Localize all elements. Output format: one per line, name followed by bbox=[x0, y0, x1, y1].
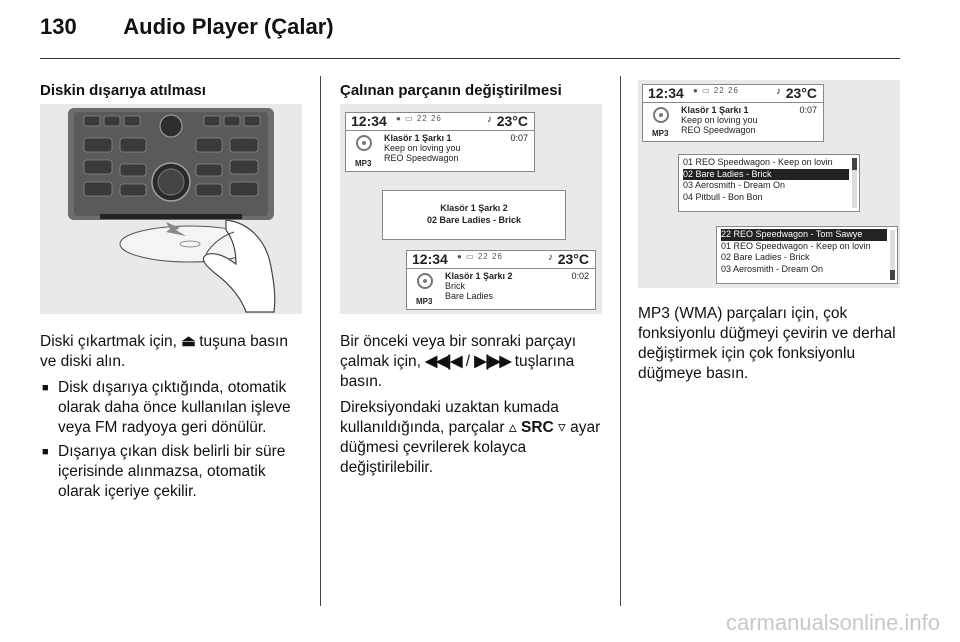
track-folder: Klasör 1 Şarkı 1 bbox=[681, 105, 749, 115]
track-text-b: tuşlarına basın. bbox=[340, 353, 575, 390]
clock: 12:34 bbox=[648, 85, 684, 101]
status-icons: ● ▭ 22 26 bbox=[693, 86, 739, 95]
track-artist: REO Speedwagon bbox=[681, 125, 756, 135]
track-text-a: Bir önceki veya bir sonraki parçayı çalmak için, bbox=[340, 333, 577, 370]
mp3-list-figure bbox=[638, 80, 900, 288]
track-text-c: Direksiyondaki uzaktan kumada kullanıldığında, parçalar bbox=[340, 399, 559, 436]
track-list-2 bbox=[716, 226, 898, 284]
section-heading-eject: Diskin dışarıya atılması bbox=[40, 82, 206, 99]
radio-panel-drawing bbox=[40, 104, 302, 314]
section-heading-track-change: Çalınan parçanın değiştirilmesi bbox=[340, 82, 562, 99]
temperature: 23°C bbox=[785, 85, 817, 101]
track-artist: REO Speedwagon bbox=[384, 153, 459, 163]
clock: 12:34 bbox=[412, 251, 448, 267]
track-title: Brick bbox=[445, 281, 465, 291]
music-note-icon: ♪ bbox=[776, 86, 781, 97]
track-title: Keep on loving you bbox=[384, 143, 461, 153]
track-folder: Klasör 1 Şarkı 1 bbox=[384, 133, 452, 143]
src-label: SRC bbox=[520, 419, 554, 436]
format-label: MP3 bbox=[652, 129, 669, 138]
page-header bbox=[40, 14, 334, 40]
list-item: 04 Pitbull - Bon Bon bbox=[683, 191, 763, 202]
list-item: 02 Bare Ladies - Brick bbox=[721, 252, 810, 262]
track-paragraph-1 bbox=[340, 332, 610, 392]
up-arrow-icon: ▵ bbox=[508, 419, 517, 436]
track-paragraph-2 bbox=[340, 398, 610, 478]
mp3-instructions bbox=[638, 304, 904, 390]
slash: / bbox=[465, 353, 471, 370]
previous-track-icon: ◀◀|◀ bbox=[425, 353, 462, 370]
status-bar bbox=[346, 113, 534, 131]
list-item: ■ Disk dışarıya çıktığında, otomatik olarak daha önce kullanılan işleve veya FM radyoya geri dönülür. bbox=[40, 378, 308, 438]
status-bar bbox=[643, 85, 823, 103]
radio-eject-illustration bbox=[40, 104, 302, 314]
eject-text-b: tuşuna basın ve diski alın. bbox=[40, 333, 288, 370]
status-icons: ● ▭ 22 26 bbox=[396, 114, 442, 123]
list-item: 01 REO Speedwagon - Keep on lovin bbox=[683, 157, 833, 167]
track-change-instructions bbox=[340, 332, 610, 484]
list-item: ■ Dışarıya çıkan disk belirli bir süre içerisinde alınmazsa, otomatik olarak içeriye çekilir. bbox=[40, 442, 308, 502]
status-icons: ● ▭ 22 26 bbox=[457, 252, 503, 261]
popup-folder: Klasör 1 Şarkı 2 bbox=[440, 203, 508, 213]
temperature: 23°C bbox=[496, 113, 528, 129]
eject-bullets bbox=[40, 378, 308, 502]
track-popup bbox=[382, 190, 566, 240]
eject-text-a: Diski çıkartmak için, bbox=[40, 333, 177, 350]
track-text-d: ayar düğmesi çevrilerek kolayca değiştirilebilir. bbox=[340, 419, 601, 476]
disc-icon bbox=[653, 107, 669, 123]
clock: 12:34 bbox=[351, 113, 387, 129]
track-time: 0:07 bbox=[799, 105, 817, 115]
track-time: 0:07 bbox=[510, 133, 528, 143]
list-item: 03 Aerosmith - Dream On bbox=[683, 180, 786, 190]
music-note-icon: ♪ bbox=[548, 252, 553, 263]
page-number: 130 bbox=[40, 14, 77, 39]
list-item: 01 REO Speedwagon - Keep on lovin bbox=[721, 240, 871, 251]
display-screen-1 bbox=[345, 112, 535, 172]
down-arrow-icon: ▿ bbox=[558, 419, 566, 436]
eject-instructions bbox=[40, 332, 308, 506]
popup-track: 02 Bare Ladies - Brick bbox=[426, 215, 522, 225]
list-item: 03 Aerosmith - Dream On bbox=[721, 263, 824, 274]
track-title: Keep on loving you bbox=[681, 115, 758, 125]
display-screen-3 bbox=[642, 84, 824, 142]
column-divider-1 bbox=[320, 76, 321, 606]
eject-paragraph bbox=[40, 332, 308, 372]
status-bar bbox=[407, 251, 595, 269]
format-label: MP3 bbox=[416, 297, 433, 306]
column-divider-2 bbox=[620, 76, 621, 606]
watermark: carmanualsonline.info bbox=[725, 610, 940, 635]
format-label: MP3 bbox=[355, 159, 372, 168]
track-folder: Klasör 1 Şarkı 2 bbox=[445, 271, 513, 281]
disc-icon bbox=[417, 273, 433, 289]
mp3-paragraph: MP3 (WMA) parçaları için, çok fonksiyonlu düğmeyi çevirin ve derhal değiştirmek için çok fonksiyonlu düğmeye basın. bbox=[638, 305, 896, 382]
temperature: 23°C bbox=[557, 251, 589, 267]
scrollbar bbox=[890, 230, 895, 280]
scrollbar bbox=[852, 158, 857, 208]
display-screen-2 bbox=[406, 250, 596, 310]
list-item: 02 Bare Ladies - Brick bbox=[683, 169, 849, 181]
track-artist: Bare Ladies bbox=[445, 291, 494, 301]
header-rule bbox=[40, 58, 900, 59]
eject-icon: ⏏ bbox=[181, 333, 195, 350]
page-title: Audio Player (Çalar) bbox=[123, 14, 334, 39]
list-item: 22 REO Speedwagon - Tom Sawye bbox=[721, 229, 887, 241]
track-change-figure bbox=[340, 104, 602, 314]
next-track-icon: ▶|▶▶ bbox=[474, 353, 511, 370]
track-time: 0:02 bbox=[571, 271, 589, 281]
track-list-1 bbox=[678, 154, 860, 212]
disc-icon bbox=[356, 135, 372, 151]
music-note-icon: ♪ bbox=[487, 114, 492, 125]
